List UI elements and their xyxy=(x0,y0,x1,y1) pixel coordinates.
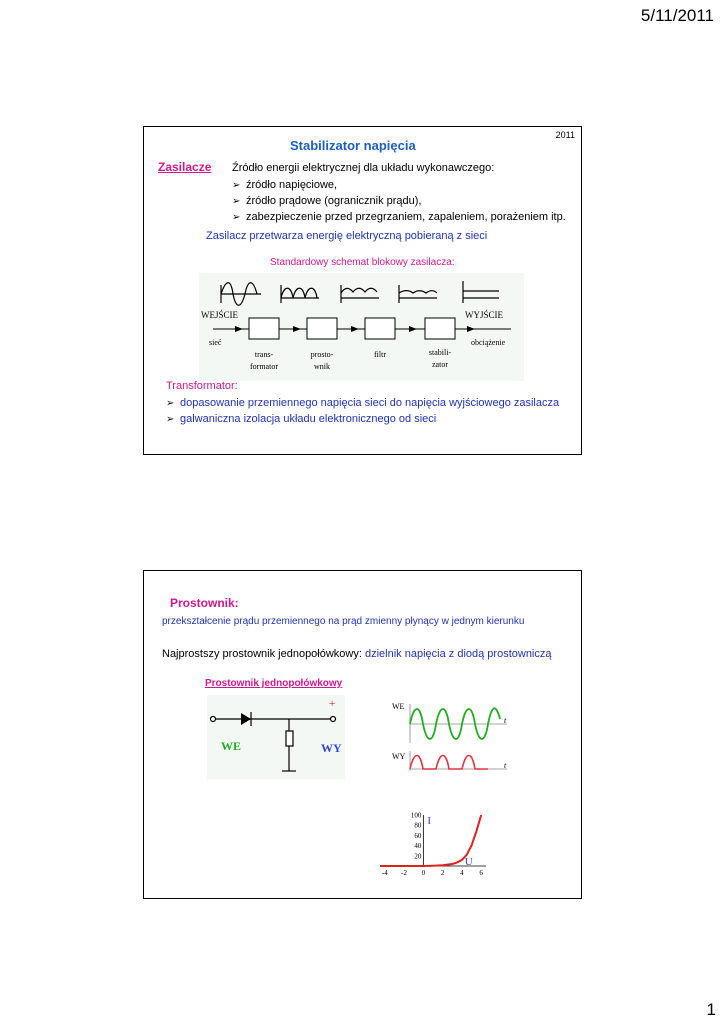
x-tick-label: 6 xyxy=(479,869,483,877)
resistor xyxy=(286,731,293,746)
load-label: obciążenie xyxy=(471,338,506,347)
circuit-we-label: WE xyxy=(221,739,242,753)
x-tick-label: -4 xyxy=(381,869,388,877)
block-caption: formator xyxy=(250,362,278,371)
bullet-item: ➢ zabezpieczenie przed przegrzaniem, zapaleniem, porażeniem itp. xyxy=(232,211,566,223)
input-label: WEJŚCIE xyxy=(201,310,238,320)
we-wave-label: WE xyxy=(392,702,405,711)
t-label: t xyxy=(504,716,507,725)
slide-title: Stabilizator napięcia xyxy=(290,138,416,153)
block-prostownik xyxy=(307,318,337,339)
wy-wave-label: WY xyxy=(392,752,406,761)
output-label: WYJŚCIE xyxy=(465,310,503,320)
x-tick-label: 2 xyxy=(440,869,445,877)
block-caption: wnik xyxy=(314,362,330,371)
block-filtr xyxy=(365,318,395,339)
slide-prostownik xyxy=(143,570,582,899)
page-number: 1 xyxy=(706,1000,716,1019)
block-stabilizator xyxy=(425,318,455,339)
arrow-bullet-icon: ➢ xyxy=(232,196,241,207)
block-diagram xyxy=(199,273,524,381)
transformer-heading: Transformator: xyxy=(166,380,238,392)
block-caption: stabili- xyxy=(428,348,452,357)
y-tick-label: 20 xyxy=(414,852,422,861)
rectifier-definition: przekształcenie prądu przemiennego na prąd zmienny płynący w jednym kierunku xyxy=(162,616,525,627)
t-label: t xyxy=(504,761,507,770)
block-caption: prosto- xyxy=(310,350,334,359)
diagram-title: Standardowy schemat blokowy zasilacza: xyxy=(270,257,455,268)
x-tick-label: 0 xyxy=(421,869,426,877)
circuit-wy-label: WY xyxy=(321,741,342,755)
half-wave-circuit xyxy=(207,695,345,779)
arrow-bullet-icon: ➢ xyxy=(166,414,175,425)
section-label: Zasilacze xyxy=(158,160,212,174)
diode-iu-chart xyxy=(372,807,502,883)
output-rectified-wave xyxy=(410,756,488,770)
x-tick-label: -2 xyxy=(401,869,408,877)
block-caption: filtr xyxy=(374,350,386,359)
block-caption: zator xyxy=(432,360,448,369)
intro-text: Źródło energii elektrycznej dla układu wykonawczego: xyxy=(232,162,495,174)
x-tick-label: 4 xyxy=(460,869,464,877)
y-tick-label: 40 xyxy=(414,842,422,851)
bullet-item: ➢ źródło napięciowe, xyxy=(232,179,338,191)
slide-year: 2011 xyxy=(555,130,575,140)
chart-y-label: I xyxy=(427,815,432,827)
simplest-prefix: Najprostszy prostownik jednopołówkowy: xyxy=(162,648,362,660)
simplest-rectifier-text xyxy=(162,648,552,660)
output-terminal xyxy=(331,717,336,722)
slide-stabilizator xyxy=(143,126,582,455)
y-tick-label: 80 xyxy=(414,821,422,830)
arrow-bullet-icon: ➢ xyxy=(232,180,241,191)
arrow-bullet-icon: ➢ xyxy=(166,398,175,409)
waveform-plot xyxy=(392,699,514,777)
plus-sign: + xyxy=(329,698,336,710)
slide2-heading: Prostownik: xyxy=(170,596,239,610)
circuit-background xyxy=(207,695,345,779)
chart-x-label: U xyxy=(464,856,473,868)
input-terminal xyxy=(211,717,216,722)
definition-text: Zasilacz przetwarza energię elektryczną pobieraną z sieci xyxy=(206,230,488,242)
simplest-suffix: dzielnik napięcia z diodą prostowniczą xyxy=(365,648,552,660)
block-caption: trans- xyxy=(254,350,274,359)
bullet-item: ➢ źródło prądowe (ogranicznik prądu), xyxy=(232,195,422,207)
block-transformator xyxy=(249,318,279,339)
header-date: 5/11/2011 xyxy=(640,6,714,25)
circuit-title: Prostownik jednopołówkowy xyxy=(205,678,343,689)
arrow-bullet-icon: ➢ xyxy=(232,212,241,223)
y-tick-label: 100 xyxy=(410,811,422,820)
transformer-bullet: ➢ galwaniczna izolacja układu elektronicznego od sieci xyxy=(166,413,437,425)
mains-label: sieć xyxy=(209,338,222,347)
y-tick-label: 60 xyxy=(414,831,422,840)
transformer-bullet: ➢ dopasowanie przemiennego napięcia sieci do napięcia wyjściowego zasilacza xyxy=(166,397,560,409)
